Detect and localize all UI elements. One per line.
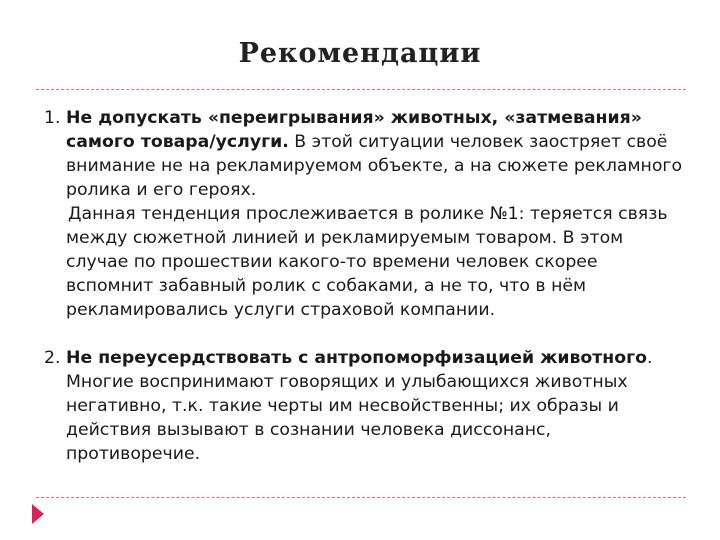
recommendation-1-continuation: Данная тенденция прослеживается в ролике №1: теряется связь между сюжетной линией и рекламируемым товаром. В этом случае по прошествии какого-то времени человек скорее вспомнит забавный ролик с собаками, а не то, что в нём рекламировались услуги страховой компании. bbox=[66, 204, 668, 320]
top-divider bbox=[36, 89, 686, 90]
recommendation-1-heading: Не допускать «переигрывания» животных, «затмевания» самого товара/услуги. bbox=[66, 108, 642, 152]
slide-arrow-icon bbox=[32, 504, 44, 524]
recommendation-2-heading: Не переусердствовать с антропоморфизацией животного bbox=[66, 348, 647, 368]
slide-content bbox=[44, 106, 684, 466]
recommendation-1-text: В этой ситуации человек заостряет своё внимание не на рекламируемом объекте, а на сюжете рекламного ролика и его героях. bbox=[66, 132, 683, 200]
bottom-divider bbox=[36, 497, 686, 498]
recommendation-1-number: 1. bbox=[44, 108, 61, 128]
recommendation-2 bbox=[44, 346, 684, 466]
slide-title: Рекомендации bbox=[238, 38, 482, 69]
recommendation-2-number: 2. bbox=[44, 348, 61, 368]
recommendation-1 bbox=[44, 106, 684, 202]
recommendation-2-text: . Многие воспринимают говорящих и улыбающихся животных негативно, т.к. такие черты им несвойственны; их образы и действия вызывают в сознании человека диссонанс, противоречие. bbox=[66, 348, 653, 464]
